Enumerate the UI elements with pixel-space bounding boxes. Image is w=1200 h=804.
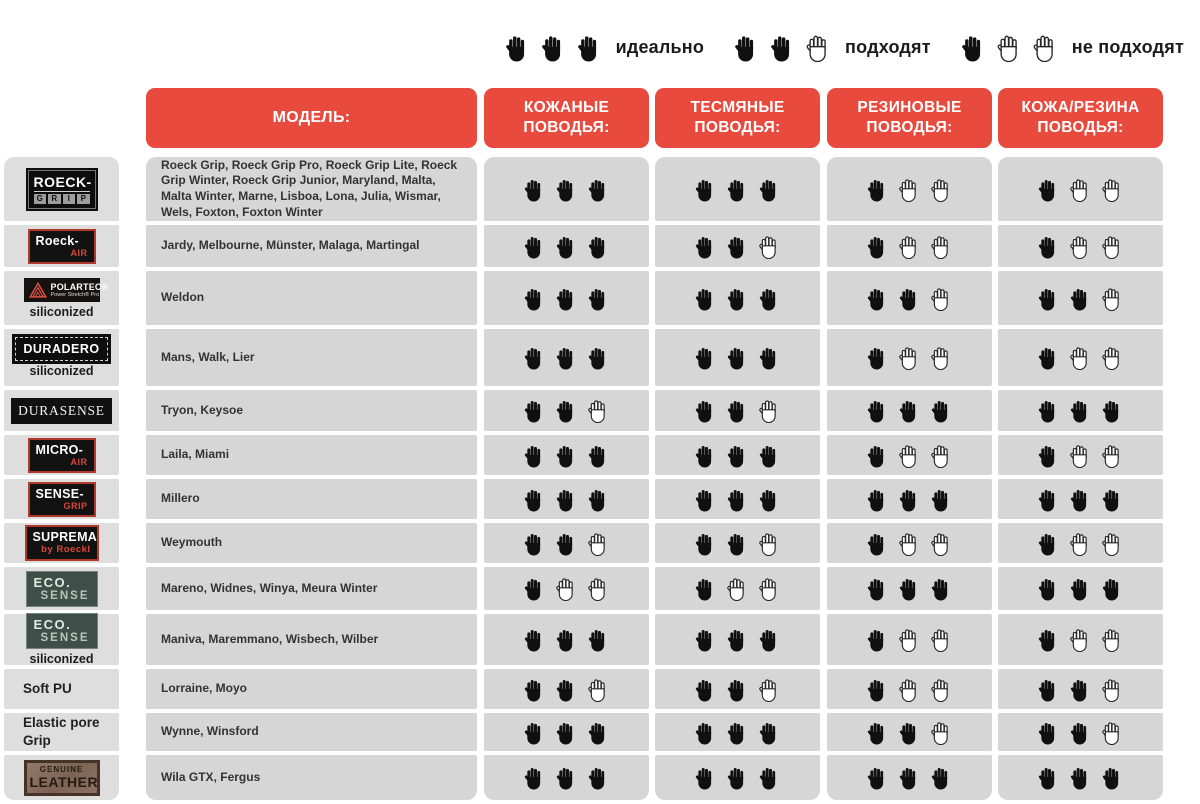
rating-rubber-reins	[827, 614, 992, 665]
hand-icon-outline	[1070, 443, 1091, 468]
legend-item-not-suitable	[961, 33, 1184, 62]
hand-icon-filled	[524, 286, 545, 311]
eco-sense-logo: ECO. SENSE	[26, 571, 98, 607]
rating-rubber-reins	[827, 669, 992, 709]
hand-icon-outline	[588, 398, 609, 423]
hand-icon-filled	[867, 531, 888, 556]
hand-icon-filled	[695, 531, 716, 556]
hand-icon-filled	[695, 720, 716, 745]
hand-icon-filled	[556, 286, 577, 311]
hand-icon-filled	[524, 531, 545, 556]
soft-pu-label: Soft PU	[23, 680, 72, 696]
model-cell: Laila, Miami	[146, 435, 477, 475]
hand-icon-filled	[759, 443, 780, 468]
hand-icon-filled	[1070, 398, 1091, 423]
hand-icon-outline	[759, 576, 780, 601]
hand-icon-filled	[961, 33, 986, 62]
hand-icon-filled	[588, 627, 609, 652]
hand-icon-filled	[931, 765, 952, 790]
hand-icon-filled	[1038, 765, 1059, 790]
rating-leather-reins	[484, 567, 649, 610]
hand-icon-outline	[931, 443, 952, 468]
material-genuine-leather	[4, 755, 119, 800]
hand-icon-filled	[588, 487, 609, 512]
hand-icon-filled	[588, 234, 609, 259]
material-roeck-grip	[4, 157, 119, 221]
hand-icon-outline	[1102, 443, 1123, 468]
hand-icon-filled	[1102, 487, 1123, 512]
material-roeck-air	[4, 225, 119, 267]
rating-rubber-reins	[827, 390, 992, 431]
eco-sense-logo: ECO. SENSE	[26, 613, 98, 649]
hand-icon-outline	[931, 677, 952, 702]
hand-icon-filled	[556, 627, 577, 652]
table-row	[0, 225, 1163, 267]
polartec-logo: POLARTEC® Power Stretch® Pro	[24, 278, 100, 302]
model-cell: Weldon	[146, 271, 477, 325]
hand-icon-filled	[556, 677, 577, 702]
rating-webbing-reins	[655, 614, 820, 665]
rating-leather-rubber-reins	[998, 713, 1163, 751]
hand-icon-filled	[524, 345, 545, 370]
hand-icon-filled	[695, 398, 716, 423]
hand-icon-filled	[727, 720, 748, 745]
table-row	[0, 390, 1163, 431]
hand-icon-outline	[931, 177, 952, 202]
model-cell: Weymouth	[146, 523, 477, 563]
legend-hands-suitable	[734, 33, 831, 62]
legend	[505, 33, 1184, 62]
hand-icon-outline	[899, 443, 920, 468]
hand-icon-filled	[867, 576, 888, 601]
hand-icon-filled	[588, 443, 609, 468]
hand-icon-filled	[727, 286, 748, 311]
hand-icon-filled	[695, 487, 716, 512]
rating-rubber-reins	[827, 567, 992, 610]
table-row	[0, 329, 1163, 386]
micro-air-logo: MICRO- AIR	[28, 438, 96, 473]
hand-icon-outline	[1102, 177, 1123, 202]
hand-icon-filled	[931, 576, 952, 601]
hand-icon-filled	[931, 487, 952, 512]
hand-icon-outline	[1070, 234, 1091, 259]
hand-icon-outline	[806, 33, 831, 62]
hand-icon-filled	[1070, 286, 1091, 311]
model-cell: Mareno, Widnes, Winya, Meura Winter	[146, 567, 477, 610]
hand-icon-filled	[524, 720, 545, 745]
rating-webbing-reins	[655, 435, 820, 475]
hand-icon-filled	[867, 286, 888, 311]
hand-icon-filled	[588, 177, 609, 202]
hand-icon-filled	[727, 627, 748, 652]
rating-leather-rubber-reins	[998, 614, 1163, 665]
elastic-pore-grip-label: Elastic pore Grip	[23, 714, 100, 748]
rating-leather-rubber-reins	[998, 479, 1163, 519]
hand-icon-filled	[556, 443, 577, 468]
hand-icon-outline	[1033, 33, 1058, 62]
hand-icon-filled	[867, 177, 888, 202]
header-webbing-reins: ТЕСМЯНЫЕ ПОВОДЬЯ:	[655, 88, 820, 148]
hand-icon-filled	[727, 177, 748, 202]
table-row	[0, 157, 1163, 221]
hand-icon-filled	[695, 286, 716, 311]
material-sense-grip	[4, 479, 119, 519]
hand-icon-outline	[899, 234, 920, 259]
hand-icon-filled	[899, 720, 920, 745]
polartec-triangle-icon	[29, 282, 47, 298]
rating-webbing-reins	[655, 567, 820, 610]
header-leather-rubber-reins: КОЖА/РЕЗИНА ПОВОДЬЯ:	[998, 88, 1163, 148]
rating-leather-reins	[484, 523, 649, 563]
hand-icon-outline	[931, 234, 952, 259]
suprema-logo: SUPREMA by Roeckl	[25, 525, 99, 561]
table-row	[0, 479, 1163, 519]
material-polartec-siliconized	[4, 271, 119, 325]
hand-icon-filled	[1038, 487, 1059, 512]
hand-icon-filled	[727, 487, 748, 512]
rating-webbing-reins	[655, 390, 820, 431]
hand-icon-outline	[759, 398, 780, 423]
material-eco-sense	[4, 567, 119, 610]
legend-hands-ideal	[505, 33, 602, 62]
rating-rubber-reins	[827, 713, 992, 751]
hand-icon-filled	[695, 576, 716, 601]
hand-icon-filled	[867, 677, 888, 702]
hand-icon-filled	[695, 765, 716, 790]
hand-icon-outline	[1102, 627, 1123, 652]
hand-icon-filled	[695, 627, 716, 652]
hand-icon-filled	[759, 487, 780, 512]
rating-leather-rubber-reins	[998, 435, 1163, 475]
rating-leather-reins	[484, 435, 649, 475]
rating-leather-rubber-reins	[998, 567, 1163, 610]
hand-icon-filled	[524, 576, 545, 601]
hand-icon-outline	[931, 345, 952, 370]
hand-icon-filled	[734, 33, 759, 62]
hand-icon-outline	[1102, 234, 1123, 259]
hand-icon-filled	[899, 398, 920, 423]
rating-rubber-reins	[827, 225, 992, 267]
hand-icon-filled	[1038, 443, 1059, 468]
hand-icon-filled	[759, 720, 780, 745]
hand-icon-filled	[867, 487, 888, 512]
hand-icon-filled	[727, 345, 748, 370]
hand-icon-filled	[1070, 765, 1091, 790]
hand-icon-filled	[770, 33, 795, 62]
hand-icon-filled	[931, 398, 952, 423]
legend-label: идеально	[615, 37, 705, 57]
hand-icon-outline	[1070, 177, 1091, 202]
hand-icon-filled	[727, 765, 748, 790]
rating-rubber-reins	[827, 523, 992, 563]
hand-icon-filled	[899, 487, 920, 512]
hand-icon-filled	[556, 398, 577, 423]
hand-icon-outline	[1102, 286, 1123, 311]
hand-icon-filled	[1038, 677, 1059, 702]
genuine-leather-logo: GENUINE LEATHER	[24, 760, 100, 796]
rating-webbing-reins	[655, 225, 820, 267]
hand-icon-filled	[524, 177, 545, 202]
hand-icon-filled	[695, 443, 716, 468]
hand-icon-filled	[727, 443, 748, 468]
hand-icon-filled	[759, 627, 780, 652]
hand-icon-filled	[556, 765, 577, 790]
hand-icon-filled	[867, 398, 888, 423]
hand-icon-filled	[867, 345, 888, 370]
rating-webbing-reins	[655, 479, 820, 519]
rating-webbing-reins	[655, 271, 820, 325]
hand-icon-filled	[524, 443, 545, 468]
hand-icon-filled	[1038, 576, 1059, 601]
hand-icon-filled	[759, 765, 780, 790]
hand-icon-filled	[588, 765, 609, 790]
hand-icon-outline	[1102, 720, 1123, 745]
rating-webbing-reins	[655, 713, 820, 751]
hand-icon-filled	[1038, 234, 1059, 259]
hand-icon-filled	[695, 345, 716, 370]
table-row	[0, 523, 1163, 563]
model-cell: Millero	[146, 479, 477, 519]
hand-icon-filled	[1102, 765, 1123, 790]
hand-icon-outline	[899, 531, 920, 556]
hand-icon-outline	[899, 345, 920, 370]
hand-icon-filled	[1070, 677, 1091, 702]
hand-icon-filled	[695, 177, 716, 202]
hand-icon-outline	[931, 531, 952, 556]
material-micro-air	[4, 435, 119, 475]
hand-icon-filled	[505, 33, 530, 62]
hand-icon-filled	[556, 177, 577, 202]
hand-icon-filled	[541, 33, 566, 62]
hand-icon-filled	[556, 531, 577, 556]
hand-icon-filled	[556, 234, 577, 259]
rating-leather-reins	[484, 225, 649, 267]
hand-icon-outline	[556, 576, 577, 601]
hand-icon-filled	[524, 627, 545, 652]
hand-icon-outline	[1102, 531, 1123, 556]
rating-leather-reins	[484, 271, 649, 325]
table-row	[0, 755, 1163, 800]
header-leather-reins: КОЖАНЫЕ ПОВОДЬЯ:	[484, 88, 649, 148]
hand-icon-filled	[524, 234, 545, 259]
table-row	[0, 435, 1163, 475]
hand-icon-outline	[931, 720, 952, 745]
hand-icon-outline	[899, 627, 920, 652]
rating-rubber-reins	[827, 479, 992, 519]
table-header	[0, 88, 1163, 148]
hand-icon-filled	[1102, 398, 1123, 423]
hand-icon-filled	[577, 33, 602, 62]
rating-rubber-reins	[827, 271, 992, 325]
model-cell: Tryon, Keysoe	[146, 390, 477, 431]
legend-label: не подходят	[1071, 37, 1184, 57]
table-row	[0, 713, 1163, 751]
rating-leather-rubber-reins	[998, 225, 1163, 267]
rating-leather-rubber-reins	[998, 523, 1163, 563]
hand-icon-filled	[1038, 720, 1059, 745]
hand-icon-filled	[588, 720, 609, 745]
hand-icon-filled	[1038, 177, 1059, 202]
rating-webbing-reins	[655, 329, 820, 386]
material-duradero-siliconized	[4, 329, 119, 386]
rating-leather-rubber-reins	[998, 271, 1163, 325]
hand-icon-outline	[931, 627, 952, 652]
hand-icon-filled	[899, 576, 920, 601]
hand-icon-filled	[588, 345, 609, 370]
legend-item-ideal	[505, 33, 704, 62]
model-cell: Maniva, Maremmano, Wisbech, Wilber	[146, 614, 477, 665]
rating-leather-rubber-reins	[998, 390, 1163, 431]
legend-label: подходят	[845, 37, 931, 57]
hand-icon-filled	[727, 398, 748, 423]
hand-icon-filled	[588, 286, 609, 311]
hand-icon-outline	[1070, 345, 1091, 370]
hand-icon-filled	[1038, 627, 1059, 652]
hand-icon-filled	[1070, 720, 1091, 745]
hand-icon-outline	[759, 677, 780, 702]
hand-icon-filled	[1038, 345, 1059, 370]
hand-icon-filled	[524, 765, 545, 790]
hand-icon-filled	[1102, 576, 1123, 601]
table-row	[0, 614, 1163, 665]
roeck-air-logo: Roeck- AIR	[28, 229, 96, 264]
hand-icon-filled	[759, 345, 780, 370]
model-cell: Jardy, Melbourne, Münster, Malaga, Martingal	[146, 225, 477, 267]
material-durasense	[4, 390, 119, 431]
hand-icon-outline	[759, 234, 780, 259]
rating-leather-reins	[484, 157, 649, 221]
table-row	[0, 669, 1163, 709]
material-soft-pu	[4, 669, 119, 709]
rating-leather-rubber-reins	[998, 669, 1163, 709]
hand-icon-filled	[695, 677, 716, 702]
hand-icon-outline	[727, 576, 748, 601]
hand-icon-filled	[695, 234, 716, 259]
hand-icon-outline	[588, 576, 609, 601]
rating-webbing-reins	[655, 755, 820, 800]
rating-webbing-reins	[655, 669, 820, 709]
header-model: МОДЕЛЬ:	[146, 88, 477, 148]
hand-icon-filled	[899, 286, 920, 311]
rating-webbing-reins	[655, 523, 820, 563]
rating-leather-reins	[484, 669, 649, 709]
siliconized-label: siliconized	[29, 364, 94, 378]
hand-icon-filled	[759, 177, 780, 202]
roeck-grip-logo: ROECK- G R I P	[28, 170, 96, 209]
hand-icon-filled	[1038, 398, 1059, 423]
rating-leather-reins	[484, 755, 649, 800]
hand-icon-outline	[1102, 677, 1123, 702]
rating-leather-reins	[484, 390, 649, 431]
hand-icon-filled	[556, 720, 577, 745]
rating-leather-rubber-reins	[998, 329, 1163, 386]
hand-icon-filled	[524, 487, 545, 512]
hand-icon-outline	[1070, 627, 1091, 652]
rating-rubber-reins	[827, 157, 992, 221]
hand-icon-outline	[997, 33, 1022, 62]
hand-icon-outline	[899, 177, 920, 202]
rating-leather-rubber-reins	[998, 755, 1163, 800]
duradero-logo: DURADERO	[15, 337, 107, 361]
hand-icon-outline	[588, 677, 609, 702]
hand-icon-outline	[931, 286, 952, 311]
material-eco-sense-siliconized	[4, 614, 119, 665]
hand-icon-outline	[759, 531, 780, 556]
model-cell: Wila GTX, Fergus	[146, 755, 477, 800]
model-cell: Wynne, Winsford	[146, 713, 477, 751]
hand-icon-filled	[1038, 531, 1059, 556]
rating-rubber-reins	[827, 755, 992, 800]
hand-icon-filled	[524, 677, 545, 702]
sense-grip-logo: SENSE- GRIP	[28, 482, 96, 517]
hand-icon-outline	[1070, 531, 1091, 556]
siliconized-label: siliconized	[29, 304, 94, 319]
hand-icon-filled	[867, 234, 888, 259]
hand-icon-outline	[899, 677, 920, 702]
durasense-logo: DURASENSE	[11, 398, 112, 424]
hand-icon-filled	[1038, 286, 1059, 311]
hand-icon-filled	[727, 234, 748, 259]
table-row	[0, 567, 1163, 610]
model-cell: Mans, Walk, Lier	[146, 329, 477, 386]
hand-icon-filled	[727, 531, 748, 556]
legend-item-suitable	[734, 33, 931, 62]
siliconized-label: siliconized	[29, 652, 94, 666]
hand-icon-filled	[1070, 576, 1091, 601]
hand-icon-filled	[899, 765, 920, 790]
rating-leather-reins	[484, 329, 649, 386]
hand-icon-filled	[524, 398, 545, 423]
hand-icon-outline	[1102, 345, 1123, 370]
header-rubber-reins: РЕЗИНОВЫЕ ПОВОДЬЯ:	[827, 88, 992, 148]
hand-icon-filled	[556, 345, 577, 370]
rating-leather-reins	[484, 713, 649, 751]
hand-icon-filled	[556, 487, 577, 512]
rating-leather-rubber-reins	[998, 157, 1163, 221]
hand-icon-filled	[1070, 487, 1091, 512]
material-elastic-pore-grip	[4, 713, 119, 751]
hand-icon-filled	[759, 286, 780, 311]
hand-icon-outline	[588, 531, 609, 556]
hand-icon-filled	[867, 765, 888, 790]
roeck-grip-letters: G R I P	[34, 194, 90, 204]
hand-icon-filled	[727, 677, 748, 702]
rating-leather-reins	[484, 614, 649, 665]
hand-icon-filled	[867, 627, 888, 652]
rating-leather-reins	[484, 479, 649, 519]
rating-rubber-reins	[827, 329, 992, 386]
hand-icon-filled	[867, 720, 888, 745]
table-body	[0, 157, 1163, 800]
table-row	[0, 271, 1163, 325]
hand-icon-filled	[867, 443, 888, 468]
model-cell: Lorraine, Moyo	[146, 669, 477, 709]
rating-rubber-reins	[827, 435, 992, 475]
material-suprema	[4, 523, 119, 563]
rating-webbing-reins	[655, 157, 820, 221]
legend-hands-not-suitable	[961, 33, 1058, 62]
model-cell: Roeck Grip, Roeck Grip Pro, Roeck Grip Lite, Roeck Grip Winter, Roeck Grip Junior, Maryland, Malta, Malta Winter, Marne, Lisboa, Lona, Julia, Wismar, Wels, Foxton, Foxton Winter	[146, 157, 477, 221]
